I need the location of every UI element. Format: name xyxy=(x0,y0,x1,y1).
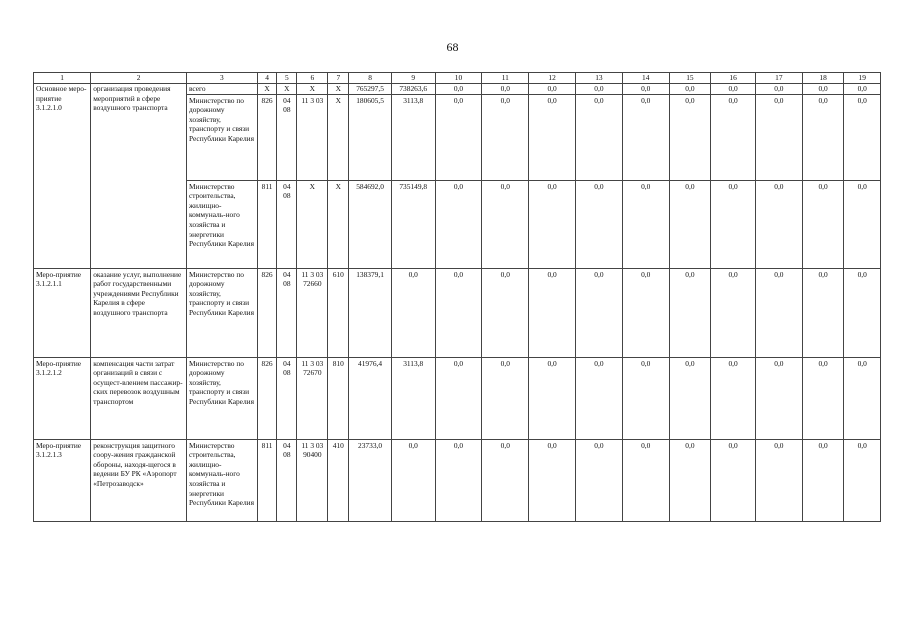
vr-code: 610 xyxy=(328,269,349,358)
activity-code: Меро-приятие 3.1.2.1.3 xyxy=(34,440,91,522)
column-header: 9 xyxy=(391,73,435,84)
csr-code: 11 3 03 72670 xyxy=(297,358,328,440)
value-cell: 0,0 xyxy=(844,83,881,95)
budget-table xyxy=(33,72,881,522)
value-cell: 180605,5 xyxy=(349,95,392,181)
value-cell: 0,0 xyxy=(622,440,669,522)
vr-code: X xyxy=(328,95,349,181)
value-cell: 0,0 xyxy=(711,358,756,440)
value-cell: 584692,0 xyxy=(349,181,392,269)
value-cell: 0,0 xyxy=(391,440,435,522)
value-cell: 0,0 xyxy=(576,95,623,181)
value-cell: 0,0 xyxy=(622,83,669,95)
vr-code: 410 xyxy=(328,440,349,522)
column-header: 7 xyxy=(328,73,349,84)
value-cell: 0,0 xyxy=(482,181,529,269)
value-cell: 0,0 xyxy=(622,358,669,440)
value-cell: 0,0 xyxy=(669,181,711,269)
value-cell: 0,0 xyxy=(435,269,482,358)
value-cell: 0,0 xyxy=(802,440,844,522)
table-row xyxy=(34,269,881,358)
rzpr-code: 04 08 xyxy=(277,95,297,181)
value-cell: 138379,1 xyxy=(349,269,392,358)
value-cell: 23733,0 xyxy=(349,440,392,522)
grbs-code: 826 xyxy=(257,269,277,358)
executor: Министерство по дорожному хозяйству, транспорту и связи Республики Карелия xyxy=(186,95,257,181)
column-header: 15 xyxy=(669,73,711,84)
column-header: 8 xyxy=(349,73,392,84)
value-cell: 0,0 xyxy=(711,269,756,358)
column-header: 19 xyxy=(844,73,881,84)
column-header: 17 xyxy=(755,73,802,84)
value-cell: 0,0 xyxy=(482,358,529,440)
table-row xyxy=(34,440,881,522)
column-header: 18 xyxy=(802,73,844,84)
value-cell: 0,0 xyxy=(802,181,844,269)
value-cell: 0,0 xyxy=(435,440,482,522)
value-cell: 0,0 xyxy=(844,440,881,522)
executor: Министерство строительства, жилищно-коммуналь-ного хозяйства и энергетики Республики Карелия xyxy=(186,440,257,522)
value-cell: 765297,5 xyxy=(349,83,392,95)
value-cell: 0,0 xyxy=(622,181,669,269)
table-row xyxy=(34,83,881,95)
value-cell: 0,0 xyxy=(529,358,576,440)
grbs-code: X xyxy=(257,83,277,95)
value-cell: 3113,8 xyxy=(391,358,435,440)
value-cell: 0,0 xyxy=(755,83,802,95)
value-cell: 0,0 xyxy=(802,269,844,358)
csr-code: 11 3 03 72660 xyxy=(297,269,328,358)
rzpr-code: 04 08 xyxy=(277,181,297,269)
table-header-row xyxy=(34,73,881,84)
value-cell: 738263,6 xyxy=(391,83,435,95)
value-cell: 0,0 xyxy=(755,358,802,440)
value-cell: 0,0 xyxy=(435,181,482,269)
value-cell: 0,0 xyxy=(802,95,844,181)
grbs-code: 811 xyxy=(257,440,277,522)
column-header: 1 xyxy=(34,73,91,84)
activity-code: Меро-приятие 3.1.2.1.2 xyxy=(34,358,91,440)
activity-name: оказание услуг, выполнение работ государственными учреждениями Республики Карелия в сфере воздушного транспорта xyxy=(91,269,187,358)
value-cell: 0,0 xyxy=(802,358,844,440)
executor: Министерство по дорожному хозяйству, транспорту и связи Республики Карелия xyxy=(186,358,257,440)
grbs-code: 826 xyxy=(257,358,277,440)
value-cell: 0,0 xyxy=(576,440,623,522)
column-header: 11 xyxy=(482,73,529,84)
value-cell: 0,0 xyxy=(622,269,669,358)
column-header: 16 xyxy=(711,73,756,84)
value-cell: 0,0 xyxy=(391,269,435,358)
value-cell: 0,0 xyxy=(529,269,576,358)
value-cell: 0,0 xyxy=(482,83,529,95)
value-cell: 0,0 xyxy=(755,269,802,358)
value-cell: 0,0 xyxy=(844,269,881,358)
value-cell: 0,0 xyxy=(576,269,623,358)
executor: Министерство по дорожному хозяйству, транспорту и связи Республики Карелия xyxy=(186,269,257,358)
page-number: 68 xyxy=(446,40,459,54)
value-cell: 0,0 xyxy=(529,440,576,522)
column-header: 13 xyxy=(576,73,623,84)
value-cell: 0,0 xyxy=(802,83,844,95)
activity-code: Основное меро-приятие 3.1.2.1.0 xyxy=(34,83,91,269)
activity-name: компенсация части затрат организаций в связи с осущест-влением пассажир-ских перевозок воздушным транспортом xyxy=(91,358,187,440)
csr-code: X xyxy=(297,181,328,269)
value-cell: 0,0 xyxy=(711,83,756,95)
column-header: 3 xyxy=(186,73,257,84)
value-cell: 41976,4 xyxy=(349,358,392,440)
column-header: 4 xyxy=(257,73,277,84)
value-cell: 0,0 xyxy=(711,181,756,269)
rzpr-code: 04 08 xyxy=(277,358,297,440)
rzpr-code: 04 08 xyxy=(277,269,297,358)
value-cell: 0,0 xyxy=(755,95,802,181)
activity-code: Меро-приятие 3.1.2.1.1 xyxy=(34,269,91,358)
value-cell: 0,0 xyxy=(669,440,711,522)
value-cell: 0,0 xyxy=(576,181,623,269)
value-cell: 3113,8 xyxy=(391,95,435,181)
column-header: 5 xyxy=(277,73,297,84)
value-cell: 0,0 xyxy=(529,181,576,269)
activity-name: реконструкция защитного соору-жения гражданской обороны, находя-щегося в ведении БУ РК «Аэропорт «Петрозаводск» xyxy=(91,440,187,522)
csr-code: 11 3 03 xyxy=(297,95,328,181)
value-cell: 0,0 xyxy=(482,440,529,522)
value-cell: 0,0 xyxy=(622,95,669,181)
column-header: 10 xyxy=(435,73,482,84)
executor: Министерство строительства, жилищно-коммуналь-ного хозяйства и энергетики Республики Карелия xyxy=(186,181,257,269)
grbs-code: 811 xyxy=(257,181,277,269)
executor: всего xyxy=(186,83,257,95)
activity-name: организация проведения мероприятий в сфере воздушного транспорта xyxy=(91,83,187,269)
csr-code: 11 3 03 90400 xyxy=(297,440,328,522)
value-cell: 0,0 xyxy=(435,358,482,440)
value-cell: 0,0 xyxy=(711,440,756,522)
value-cell: 0,0 xyxy=(711,95,756,181)
value-cell: 0,0 xyxy=(669,358,711,440)
value-cell: 0,0 xyxy=(482,269,529,358)
vr-code: X xyxy=(328,181,349,269)
value-cell: 0,0 xyxy=(529,83,576,95)
value-cell: 0,0 xyxy=(755,181,802,269)
grbs-code: 826 xyxy=(257,95,277,181)
column-header: 12 xyxy=(529,73,576,84)
column-header: 2 xyxy=(91,73,187,84)
rzpr-code: 04 08 xyxy=(277,440,297,522)
column-header: 6 xyxy=(297,73,328,84)
vr-code: 810 xyxy=(328,358,349,440)
value-cell: 0,0 xyxy=(844,95,881,181)
column-header: 14 xyxy=(622,73,669,84)
value-cell: 735149,8 xyxy=(391,181,435,269)
csr-code: X xyxy=(297,83,328,95)
value-cell: 0,0 xyxy=(844,358,881,440)
value-cell: 0,0 xyxy=(482,95,529,181)
value-cell: 0,0 xyxy=(755,440,802,522)
value-cell: 0,0 xyxy=(669,83,711,95)
value-cell: 0,0 xyxy=(669,269,711,358)
value-cell: 0,0 xyxy=(435,95,482,181)
table-row xyxy=(34,358,881,440)
value-cell: 0,0 xyxy=(529,95,576,181)
value-cell: 0,0 xyxy=(576,358,623,440)
value-cell: 0,0 xyxy=(844,181,881,269)
value-cell: 0,0 xyxy=(669,95,711,181)
value-cell: 0,0 xyxy=(576,83,623,95)
value-cell: 0,0 xyxy=(435,83,482,95)
vr-code: X xyxy=(328,83,349,95)
rzpr-code: X xyxy=(277,83,297,95)
